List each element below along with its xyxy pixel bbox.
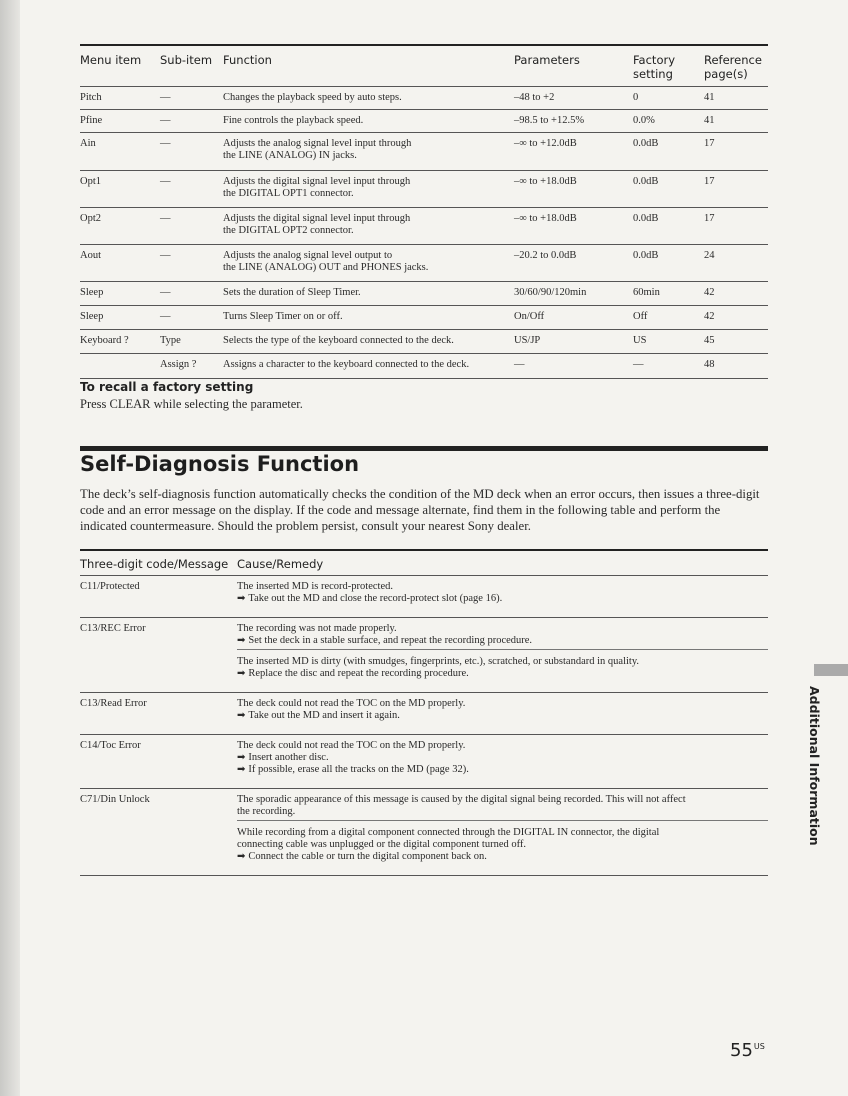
cell-menu-item: Sleep xyxy=(80,311,104,322)
table-row xyxy=(80,575,768,617)
cause-text: the recording. xyxy=(237,806,296,817)
side-section-label: Additional Information xyxy=(807,686,822,846)
cell-factory-setting: 0.0dB xyxy=(633,250,659,261)
cause-text: The deck could not read the TOC on the MD properly. xyxy=(237,698,466,709)
cell-parameters: –48 to +2 xyxy=(514,92,555,103)
cell-cause-remedy xyxy=(237,656,767,680)
entry-divider xyxy=(237,649,768,650)
cause-text: connecting cable was unplugged or the digital component turned off. xyxy=(237,839,527,850)
header-factory-setting: Factory setting xyxy=(633,53,676,81)
cell-cause-remedy xyxy=(237,740,767,776)
arrow-right-icon: ➡ xyxy=(237,668,246,679)
cell-parameters: –20.2 to 0.0dB xyxy=(514,250,577,261)
cell-parameters: US/JP xyxy=(514,335,541,346)
cell-error-code: C13/REC Error xyxy=(80,623,146,634)
cell-reference: 42 xyxy=(704,311,715,322)
table-row xyxy=(80,617,768,692)
cell-factory-setting: 60min xyxy=(633,287,660,298)
remedy-text: ➡ Insert another disc. xyxy=(237,752,329,763)
cell-reference: 17 xyxy=(704,213,715,224)
cell-reference: 45 xyxy=(704,335,715,346)
cell-error-code: C14/Toc Error xyxy=(80,740,141,751)
cell-error-code: C13/Read Error xyxy=(80,698,147,709)
cell-menu-item: Opt1 xyxy=(80,176,101,187)
remedy-text: ➡ Take out the MD and insert it again. xyxy=(237,710,400,721)
cell-parameters: –∞ to +12.0dB xyxy=(514,138,577,149)
table-row xyxy=(80,692,768,734)
cell-parameters: –∞ to +18.0dB xyxy=(514,176,577,187)
cell-cause-remedy xyxy=(237,623,767,647)
cell-factory-setting: US xyxy=(633,335,647,346)
menu-settings-table xyxy=(80,44,768,379)
header-sub-item: Sub-item xyxy=(160,53,213,67)
table-row xyxy=(80,281,768,305)
cell-reference: 17 xyxy=(704,176,715,187)
cell-sub-item: — xyxy=(160,138,171,149)
arrow-right-icon: ➡ xyxy=(237,764,246,775)
cell-sub-item: — xyxy=(160,115,171,126)
header-parameters: Parameters xyxy=(514,53,580,67)
cell-sub-item: Type xyxy=(160,335,181,346)
cell-factory-setting: 0.0dB xyxy=(633,213,659,224)
section-divider xyxy=(80,446,768,451)
cause-text: The inserted MD is record-protected. xyxy=(237,581,393,592)
section-intro: The deck’s self-diagnosis function automatically checks the condition of the MD deck when an error occurs, then issues a three-digit code and an error message on the display. If the code and message alternate, find them in the following table and perform the indicated countermeasure. Should the problem persist, consult your nearest Sony dealer. xyxy=(80,487,760,533)
table-row xyxy=(80,734,768,788)
table-row xyxy=(80,788,768,875)
cell-factory-setting: 0.0% xyxy=(633,115,655,126)
cell-function: Sets the duration of Sleep Timer. xyxy=(223,287,361,298)
table-row xyxy=(80,305,768,329)
recall-factory-setting xyxy=(80,380,303,412)
cell-parameters: –∞ to +18.0dB xyxy=(514,213,577,224)
cell-reference: 41 xyxy=(704,92,715,103)
cell-menu-item: Keyboard ? xyxy=(80,335,129,346)
cell-cause-remedy xyxy=(237,827,767,863)
table-row xyxy=(80,170,768,207)
cell-function: Changes the playback speed by auto steps. xyxy=(223,92,402,103)
cell-reference: 48 xyxy=(704,359,715,370)
remedy-text: ➡ Replace the disc and repeat the recording procedure. xyxy=(237,668,469,679)
cell-factory-setting: — xyxy=(633,359,644,370)
cell-error-code: C71/Din Unlock xyxy=(80,794,150,805)
cell-parameters: — xyxy=(514,359,525,370)
cell-function: Adjusts the analog signal level output to the LINE (ANALOG) OUT and PHONES jacks. xyxy=(223,250,429,273)
section-tab-marker xyxy=(814,664,848,676)
cell-sub-item: — xyxy=(160,213,171,224)
cell-menu-item: Sleep xyxy=(80,287,104,298)
cell-function: Turns Sleep Timer on or off. xyxy=(223,311,343,322)
remedy-text: ➡ Connect the cable or turn the digital component back on. xyxy=(237,851,487,862)
cell-sub-item: — xyxy=(160,92,171,103)
cell-factory-setting: 0 xyxy=(633,92,639,103)
recall-heading: To recall a factory setting xyxy=(80,380,254,394)
header-function: Function xyxy=(223,53,272,67)
arrow-right-icon: ➡ xyxy=(237,593,246,604)
remedy-text: ➡ If possible, erase all the tracks on the MD (page 32). xyxy=(237,764,469,775)
arrow-right-icon: ➡ xyxy=(237,710,246,721)
table-row xyxy=(80,109,768,132)
cause-text: While recording from a digital component connected through the DIGITAL IN connector, the digital xyxy=(237,827,660,838)
header-reference-pages: Reference page(s) xyxy=(704,53,762,81)
cell-parameters: 30/60/90/120min xyxy=(514,287,587,298)
cell-sub-item: — xyxy=(160,287,171,298)
header-code-message: Three-digit code/Message xyxy=(80,557,229,571)
cell-menu-item: Pitch xyxy=(80,92,102,103)
menu-table-header xyxy=(80,46,768,86)
cell-function: Selects the type of the keyboard connected to the deck. xyxy=(223,335,454,346)
cell-factory-setting: Off xyxy=(633,311,648,322)
section-title: Self-Diagnosis Function xyxy=(80,452,360,476)
header-menu-item: Menu item xyxy=(80,53,142,67)
table-row xyxy=(80,132,768,170)
cell-parameters: –98.5 to +12.5% xyxy=(514,115,585,126)
cell-reference: 42 xyxy=(704,287,715,298)
entry-divider xyxy=(237,820,768,821)
cell-parameters: On/Off xyxy=(514,311,545,322)
cell-cause-remedy xyxy=(237,581,767,605)
remedy-text: ➡ Set the deck in a stable surface, and repeat the recording procedure. xyxy=(237,635,533,646)
arrow-right-icon: ➡ xyxy=(237,635,246,646)
cell-function: Adjusts the analog signal level input through the LINE (ANALOG) IN jacks. xyxy=(223,138,412,161)
table-row xyxy=(80,244,768,281)
remedy-text: ➡ Take out the MD and close the record-protect slot (page 16). xyxy=(237,593,503,604)
binding-edge xyxy=(0,0,20,1096)
cell-menu-item: Opt2 xyxy=(80,213,101,224)
table-row xyxy=(80,86,768,109)
diag-table-header xyxy=(80,551,768,575)
self-diagnosis-table xyxy=(80,549,768,876)
cell-reference: 17 xyxy=(704,138,715,149)
table-row xyxy=(80,329,768,353)
header-cause-remedy: Cause/Remedy xyxy=(237,557,324,571)
cell-sub-item: — xyxy=(160,250,171,261)
cell-function: Assigns a character to the keyboard connected to the deck. xyxy=(223,359,470,370)
cell-reference: 24 xyxy=(704,250,715,261)
cell-menu-item: Aout xyxy=(80,250,101,261)
cause-text: The sporadic appearance of this message is caused by the digital signal being recorded. This will not affect xyxy=(237,794,686,805)
cell-error-code: C11/Protected xyxy=(80,581,140,592)
cause-text: The recording was not made properly. xyxy=(237,623,397,634)
table-row xyxy=(80,353,768,378)
cell-cause-remedy xyxy=(237,794,767,818)
cell-reference: 41 xyxy=(704,115,715,126)
cell-factory-setting: 0.0dB xyxy=(633,176,659,187)
cell-menu-item: Ain xyxy=(80,138,96,149)
cause-text: The inserted MD is dirty (with smudges, fingerprints, etc.), scratched, or substandard in quality. xyxy=(237,656,640,667)
arrow-right-icon: ➡ xyxy=(237,851,246,862)
cell-function: Adjusts the digital signal level input through the DIGITAL OPT1 connector. xyxy=(223,176,411,199)
cell-sub-item: Assign ? xyxy=(160,359,197,370)
arrow-right-icon: ➡ xyxy=(237,752,246,763)
cause-text: The deck could not read the TOC on the MD properly. xyxy=(237,740,466,751)
recall-text: Press CLEAR while selecting the parameter. xyxy=(80,397,303,411)
table-row xyxy=(80,207,768,244)
page-number: $55^{US}$ xyxy=(730,1040,765,1061)
cell-function: Fine controls the playback speed. xyxy=(223,115,364,126)
cell-cause-remedy xyxy=(237,698,767,722)
cell-sub-item: — xyxy=(160,176,171,187)
cell-factory-setting: 0.0dB xyxy=(633,138,659,149)
cell-sub-item: — xyxy=(160,311,171,322)
cell-function: Adjusts the digital signal level input through the DIGITAL OPT2 connector. xyxy=(223,213,411,236)
cell-menu-item: Pfine xyxy=(80,115,103,126)
